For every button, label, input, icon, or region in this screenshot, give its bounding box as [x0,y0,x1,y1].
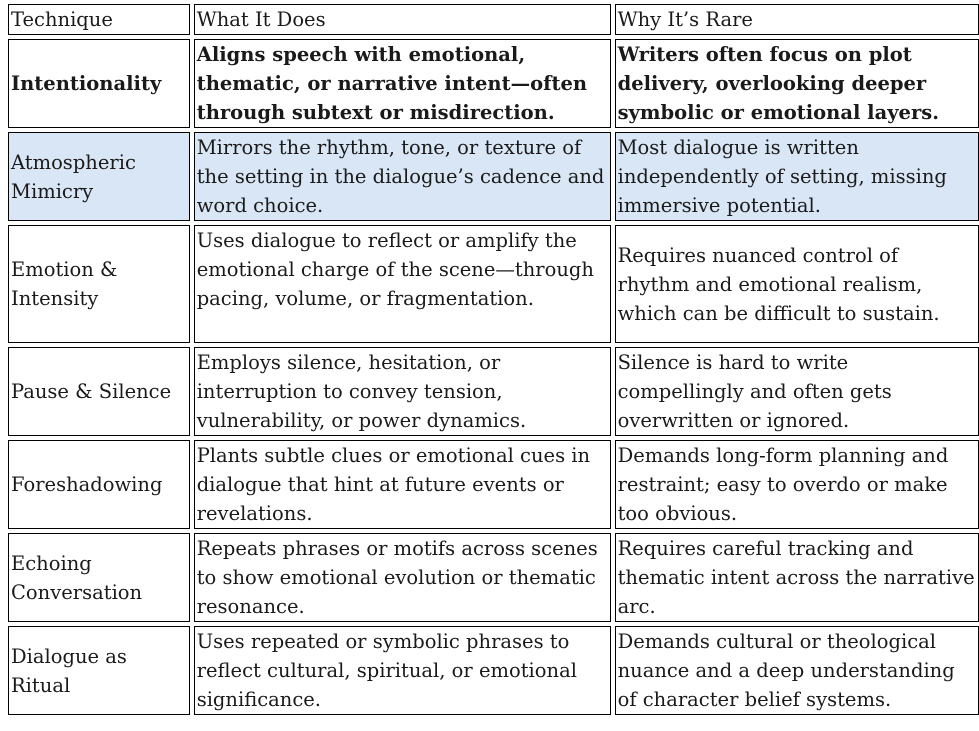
table-header-row [8,4,979,35]
technique-cell: Atmospheric Mimicry [8,132,190,221]
technique-cell: Dialogue as Ritual [8,626,190,715]
technique-cell: Foreshadowing [8,440,190,529]
table-row [8,533,979,622]
technique-cell: Pause & Silence [8,347,190,436]
why-cell: Requires nuanced control of rhythm and emotional realism, which can be difficult to sustain. [615,225,979,343]
why-cell: Requires careful tracking and thematic intent across the narrative arc. [615,533,979,622]
technique-cell: Echoing Conversation [8,533,190,622]
table-row [8,132,979,221]
header-what-it-does: What It Does [194,4,611,35]
what-cell: Uses repeated or symbolic phrases to reflect cultural, spiritual, or emotional significance. [194,626,611,715]
techniques-table [4,0,979,719]
what-cell: Uses dialogue to reflect or amplify the emotional charge of the scene—through pacing, volume, or fragmentation. [194,225,611,343]
what-cell: Employs silence, hesitation, or interruption to convey tension, vulnerability, or power dynamics. [194,347,611,436]
why-cell: Silence is hard to write compellingly and often gets overwritten or ignored. [615,347,979,436]
what-cell: Repeats phrases or motifs across scenes to show emotional evolution or thematic resonance. [194,533,611,622]
table-row [8,440,979,529]
technique-cell: Intentionality [8,39,190,128]
what-cell: Plants subtle clues or emotional cues in dialogue that hint at future events or revelations. [194,440,611,529]
table-row [8,626,979,715]
table-row [8,39,979,128]
why-cell: Demands long-form planning and restraint; easy to overdo or make too obvious. [615,440,979,529]
technique-cell: Emotion & Intensity [8,225,190,343]
why-cell: Writers often focus on plot delivery, overlooking deeper symbolic or emotional layers. [615,39,979,128]
table-row [8,347,979,436]
header-technique: Technique [8,4,190,35]
table-row [8,225,979,343]
what-cell: Aligns speech with emotional, thematic, or narrative intent—often through subtext or misdirection. [194,39,611,128]
why-cell: Demands cultural or theological nuance and a deep understanding of character belief systems. [615,626,979,715]
header-why-its-rare: Why It’s Rare [615,4,979,35]
why-cell: Most dialogue is written independently of setting, missing immersive potential. [615,132,979,221]
what-cell: Mirrors the rhythm, tone, or texture of the setting in the dialogue’s cadence and word choice. [194,132,611,221]
